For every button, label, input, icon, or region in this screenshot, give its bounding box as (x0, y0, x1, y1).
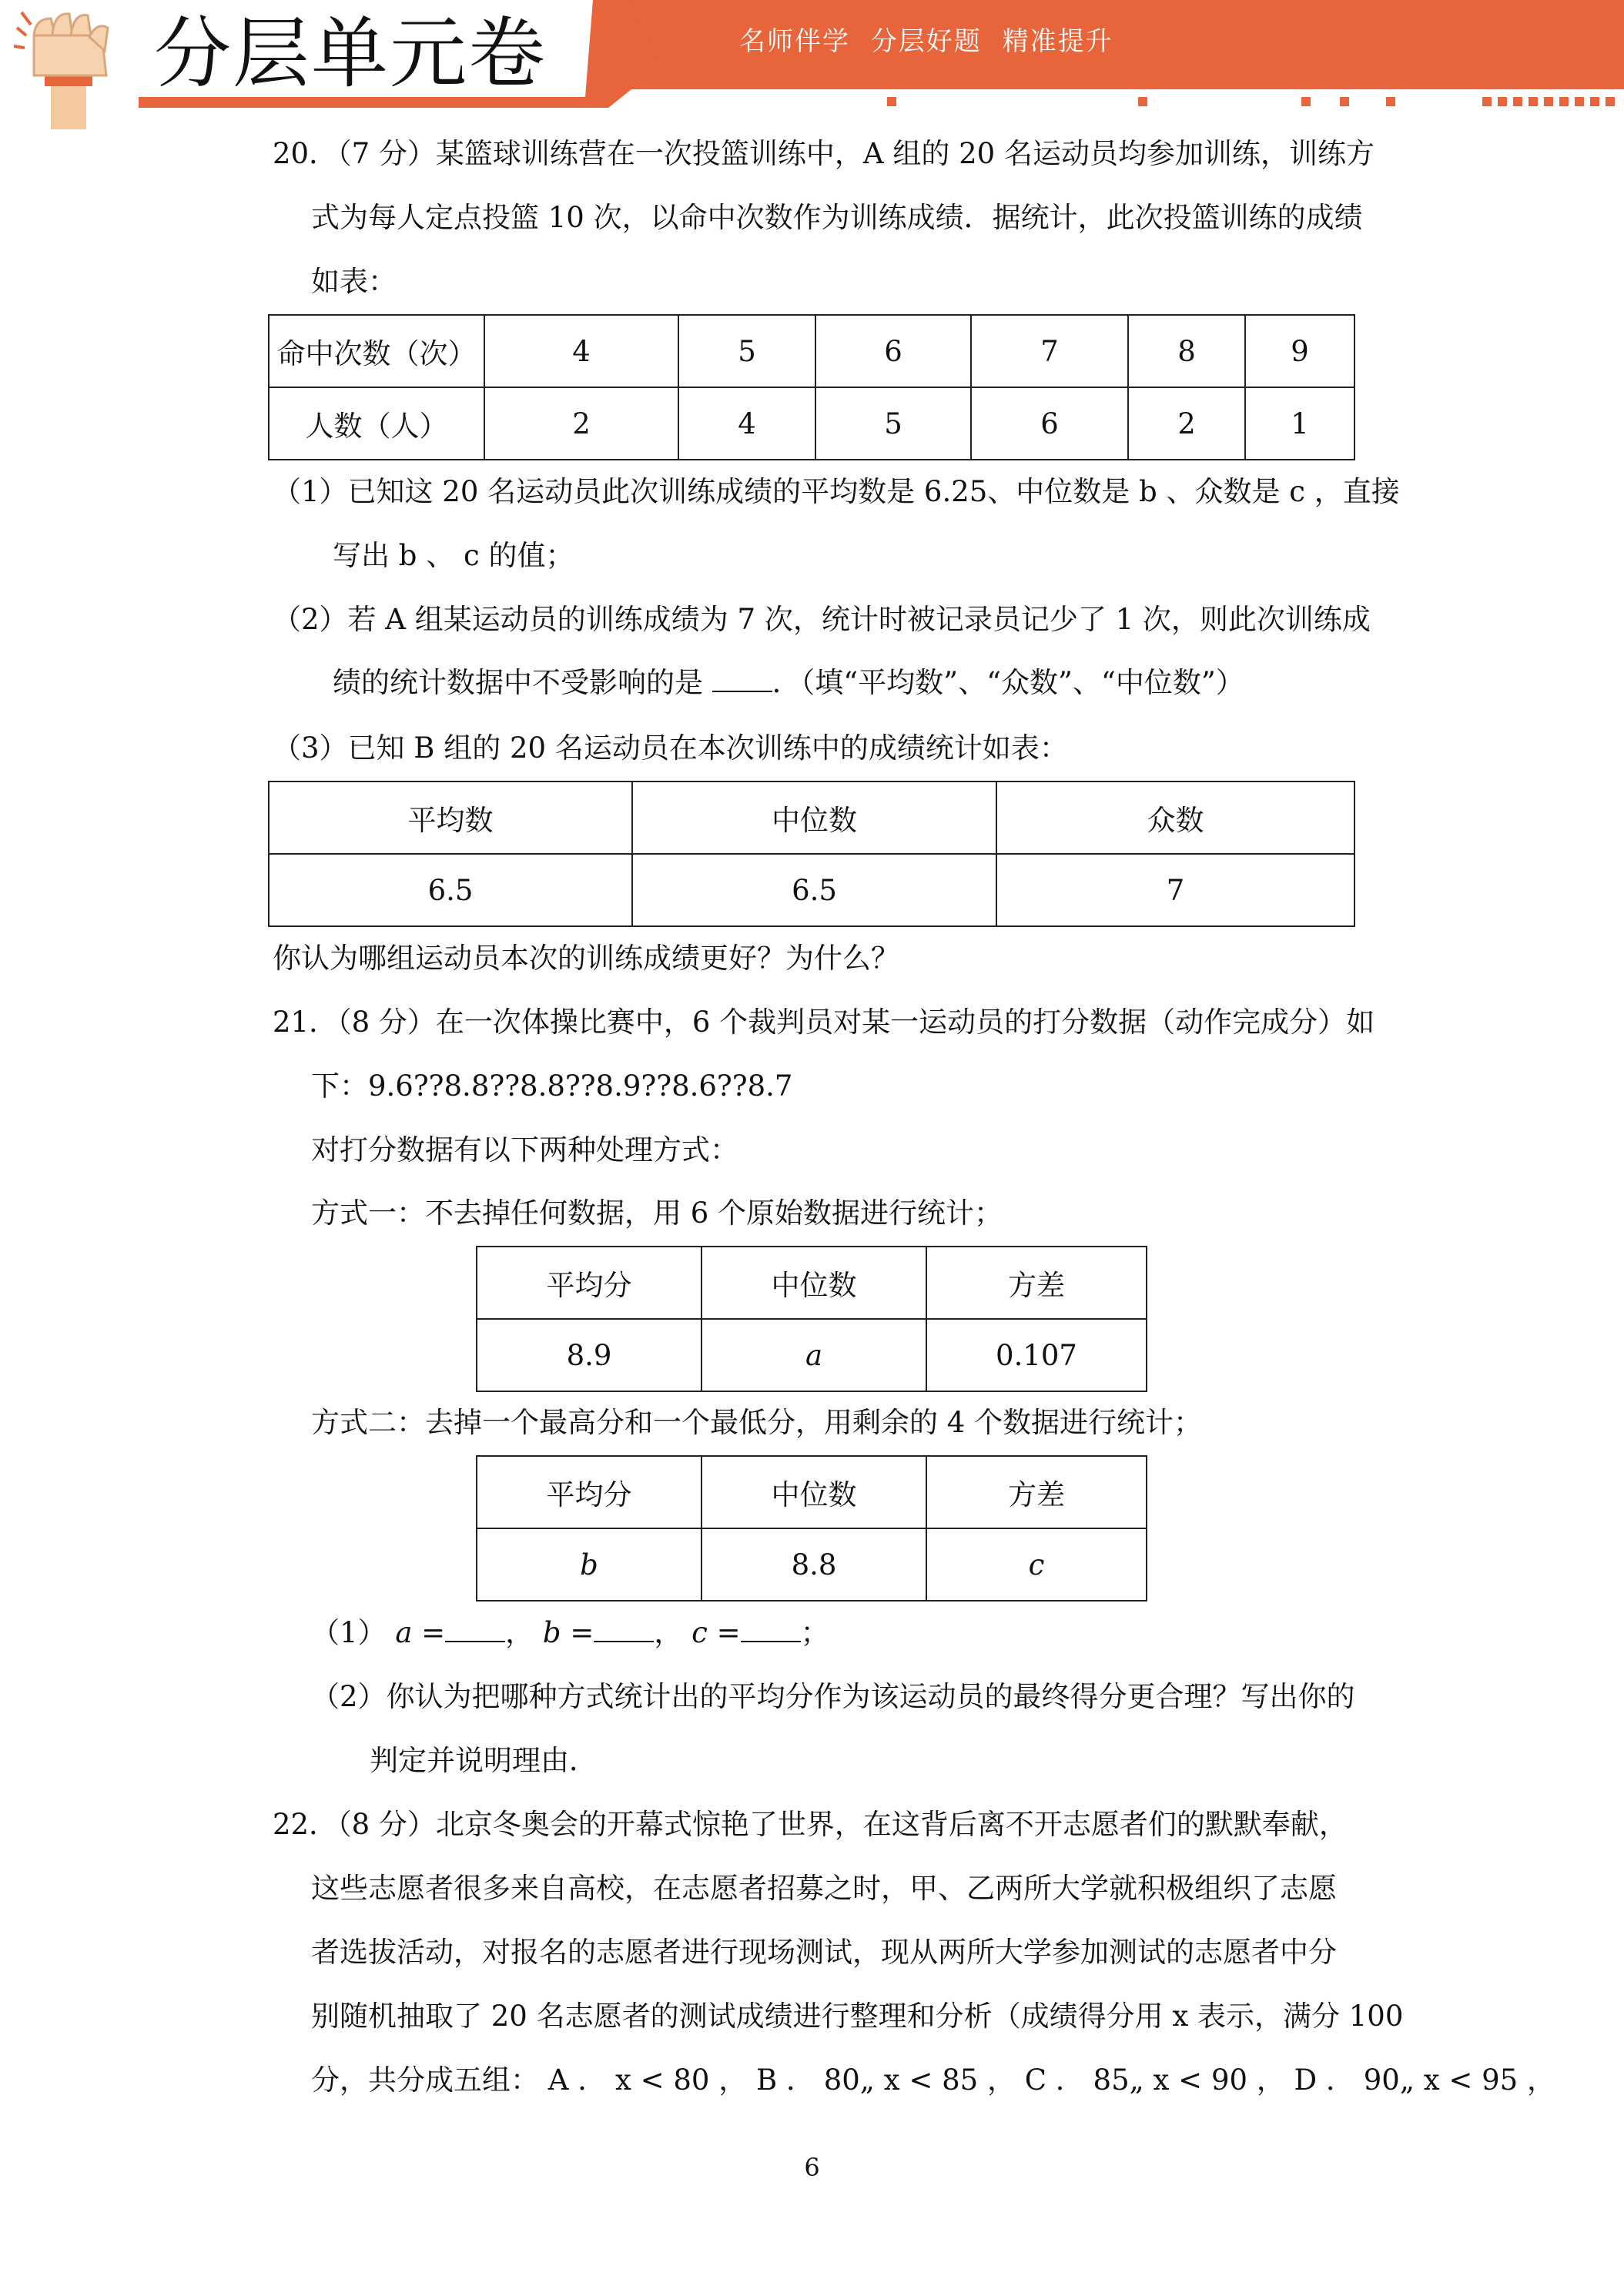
table-row (477, 1319, 1147, 1391)
table-cell: 中位数 (702, 1247, 926, 1319)
q20-part3-line2: 你认为哪组运动员本次的训练成绩更好？为什么？ (273, 942, 899, 975)
separator: ； (800, 1616, 829, 1649)
table-cell: 6 (971, 387, 1128, 460)
table-row (477, 1456, 1147, 1528)
q21-part1 (311, 1614, 829, 1652)
q22-line5: 分，共分成五组： A ． x < 80 ， B ． 80„ x < 85 ， C ． 85„ x < 90 ， D ． 90„ x < 95 ， (311, 2063, 1555, 2097)
separator: ， (654, 1616, 683, 1649)
q20-part3-line1: （3）已知 B 组的 20 名运动员在本次训练中的成绩统计如表： (273, 731, 1068, 765)
q21-line2: 下：9.6??8.8??8.8??8.9??8.6??8.7 (311, 1069, 793, 1103)
table-cell: 方差 (926, 1456, 1147, 1528)
page-number: 6 (804, 2153, 820, 2182)
table-cell: 众数 (996, 782, 1354, 854)
table-row (269, 315, 1354, 387)
q20-group-b-table (268, 781, 1355, 927)
table-cell: 平均分 (477, 1456, 702, 1528)
table-cell: 命中次数（次） (269, 315, 484, 387)
table-row (477, 1528, 1147, 1601)
table-row (269, 854, 1354, 926)
q22-line4: 别随机抽取了 20 名志愿者的测试成绩进行整理和分析（成绩得分用 x 表示，满分 100 (311, 2000, 1404, 2033)
q21-line3: 对打分数据有以下两种处理方式： (311, 1133, 738, 1166)
q21-var-b: b = (542, 1616, 594, 1649)
q22-line3: 者选拔活动，对报名的志愿者进行现场测试，现从两所大学参加测试的志愿者中分 (311, 1936, 1337, 1969)
table-cell: 中位数 (632, 782, 996, 854)
table-row (269, 782, 1354, 854)
q21-var-a: a = (395, 1616, 446, 1649)
table-cell: 中位数 (702, 1456, 926, 1528)
q20-part1-line1: （1）已知这 20 名运动员此次训练成绩的平均数是 6.25、中位数是 b 、众数是 c ，直接 (273, 475, 1400, 508)
q21-var-c: c = (691, 1616, 741, 1649)
separator: ， (505, 1616, 534, 1649)
q21-part2-line2: 判定并说明理由． (370, 1744, 598, 1777)
table-cell: 6.5 (632, 854, 996, 926)
q21-method2-table (476, 1455, 1147, 1602)
q20-part2-text-a: 绩的统计数据中不受影响的是 (333, 666, 712, 699)
q21-part1-label: （1） (311, 1616, 387, 1649)
table-cell: 4 (678, 387, 815, 460)
table-cell: 7 (971, 315, 1128, 387)
table-cell: c (926, 1528, 1147, 1601)
table-cell: 4 (484, 315, 678, 387)
q20-line2: 式为每人定点投篮 10 次，以命中次数作为训练成绩．据统计，此次投篮训练的成绩 (311, 201, 1363, 234)
q20-score-table (268, 314, 1355, 460)
header-slogan: 名师伴学 分层好题 精准提升 (739, 26, 1113, 57)
table-cell: b (477, 1528, 702, 1601)
table-cell: 8.9 (477, 1319, 702, 1391)
table-cell: 人数（人） (269, 387, 484, 460)
table-cell: 平均数 (269, 782, 632, 854)
answer-blank (741, 1616, 801, 1642)
q21-part2-line1: （2）你认为把哪种方式统计出的平均分作为该运动员的最终得分更合理？写出你的 (311, 1680, 1355, 1713)
table-cell: 1 (1245, 387, 1354, 460)
q20-line3: 如表： (311, 265, 397, 298)
table-cell: 2 (484, 387, 678, 460)
q21-line1: 21．（8 分）在一次体操比赛中，6 个裁判员对某一运动员的打分数据（动作完成分）如 (273, 1006, 1375, 1039)
answer-blank (445, 1616, 505, 1642)
q22-line1: 22．（8 分）北京冬奥会的开幕式惊艳了世界，在这背后离不开志愿者们的默默奉献， (273, 1808, 1348, 1841)
table-cell: 8.8 (702, 1528, 926, 1601)
q20-line1: 20．（7 分）某篮球训练营在一次投篮训练中，A 组的 20 名运动员均参加训练，训练方 (273, 137, 1375, 170)
answer-blank (712, 666, 772, 692)
table-cell: 5 (815, 387, 971, 460)
table-cell: 6 (815, 315, 971, 387)
q21-method2: 方式二：去掉一个最高分和一个最低分，用剩余的 4 个数据进行统计； (311, 1406, 1203, 1439)
q21-method1-table (476, 1246, 1147, 1392)
q21-method1: 方式一：不去掉任何数据，用 6 个原始数据进行统计； (311, 1197, 1003, 1230)
table-cell: 6.5 (269, 854, 632, 926)
q20-part2-text-b: ．（填“平均数”、“众数”、“中位数”） (772, 666, 1244, 699)
table-cell: 9 (1245, 315, 1354, 387)
table-cell: 7 (996, 854, 1354, 926)
answer-blank (594, 1616, 654, 1642)
q20-part1-line2: 写出 b 、 c 的值； (333, 539, 574, 572)
brand-title: 分层单元卷 (154, 8, 547, 99)
table-cell: 2 (1128, 387, 1245, 460)
table-row (269, 387, 1354, 460)
table-cell: 平均分 (477, 1247, 702, 1319)
table-cell: 5 (678, 315, 815, 387)
table-cell: a (702, 1319, 926, 1391)
table-cell: 8 (1128, 315, 1245, 387)
table-row (477, 1247, 1147, 1319)
table-cell: 方差 (926, 1247, 1147, 1319)
table-cell: 0.107 (926, 1319, 1147, 1391)
q20-part2-line2 (333, 664, 1244, 702)
q22-line2: 这些志愿者很多来自高校，在志愿者招募之时，甲、乙两所大学就积极组织了志愿 (311, 1872, 1337, 1905)
q20-part2-line1: （2）若 A 组某运动员的训练成绩为 7 次，统计时被记录员记少了 1 次，则此次训练成 (273, 603, 1371, 636)
